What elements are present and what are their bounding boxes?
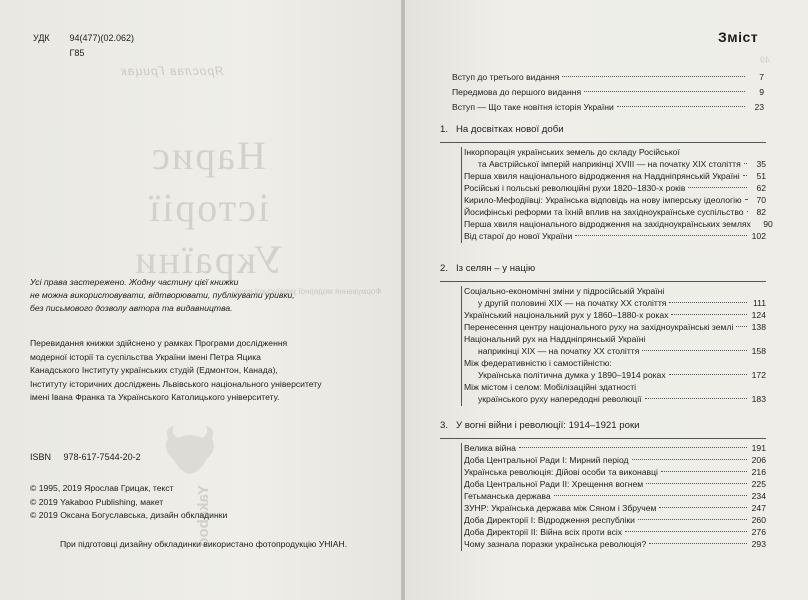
toc-entry xyxy=(464,358,766,370)
funding-line: Інституту історичних досліджень Львівського національного університету xyxy=(30,378,322,389)
toc-entry-page: 138 xyxy=(751,322,766,332)
toc-entry xyxy=(464,195,766,207)
toc-leader-dots xyxy=(669,302,747,303)
toc-entry-title: Інкорпорація українських земель до складу Російської xyxy=(464,147,680,157)
toc-leader-dots xyxy=(642,350,747,351)
toc-entry-title: Доба Директорії I: Відродження республіки xyxy=(464,515,635,525)
toc-entry-page: 62 xyxy=(756,183,766,193)
toc-entry xyxy=(464,231,766,243)
toc-entry-page: 276 xyxy=(751,527,766,537)
toc-entry xyxy=(464,159,766,171)
show-through-title-line1: Нарис історії xyxy=(146,133,270,230)
toc-entry-title: Між містом і селом: Мобілізаційні здатності xyxy=(464,382,637,392)
toc-leader-dots xyxy=(669,374,747,375)
toc-entry-page: 82 xyxy=(756,207,766,217)
toc-entry xyxy=(464,491,766,503)
toc-entry-page: 225 xyxy=(751,479,766,489)
isbn xyxy=(30,452,151,462)
toc-entry-page: 247 xyxy=(751,503,766,513)
toc-entry xyxy=(464,334,766,346)
copyright-line: © 1995, 2019 Ярослав Грицак, текст xyxy=(30,483,174,493)
toc-entry xyxy=(464,310,766,322)
toc-entry-title: Між федеративністю і самостійністю: xyxy=(464,358,612,368)
toc-entry-title: Вступ — Що таке новітня історія України xyxy=(452,102,614,112)
toc-leader-dots xyxy=(638,519,747,520)
isbn-value: 978-617-7544-20-2 xyxy=(63,452,141,462)
toc-entry-title: Від старої до нової України xyxy=(464,231,573,241)
toc-entry-page: 183 xyxy=(751,394,766,404)
toc-entry-title: Українська політична думка у 1890–1914 роках xyxy=(478,370,666,380)
toc-entry xyxy=(464,503,766,515)
toc-entry-title: Перша хвиля національного відродження на Наддніпрянській Україні xyxy=(464,171,740,181)
toc-leader-dots xyxy=(744,163,747,164)
toc-entry xyxy=(464,382,766,394)
bbk-label: Г85 xyxy=(69,48,85,58)
toc-entry xyxy=(464,443,766,455)
toc-leader-dots xyxy=(632,459,747,460)
toc-entry-page: 102 xyxy=(751,231,766,241)
toc-entry-title: Український національний рух у 1860–1880-х роках xyxy=(464,310,669,320)
toc-entry-title: Українська революція: Дійові особи та виконавці xyxy=(464,467,658,477)
chapter-heading xyxy=(440,420,766,435)
toc-entry-page: 260 xyxy=(751,515,766,525)
toc-entry-title: Кирило-Мефодіївці: Українська відповідь на нову імперську ідеологію xyxy=(464,195,742,205)
toc-leader-dots xyxy=(645,398,747,399)
toc-chapter-1 xyxy=(440,124,773,243)
toc-leader-dots xyxy=(584,91,745,92)
toc-entry xyxy=(464,298,766,310)
chapter-title: У вогні війни і революції: 1914–1921 роки xyxy=(456,420,640,431)
chapter-title: Із селян – у націю xyxy=(456,263,536,274)
chapter-entries xyxy=(461,286,766,406)
toc-entry-title: Велика війна xyxy=(464,443,516,453)
funding-line: Перевидання книжки здійснено у рамках Програми дослідження xyxy=(30,338,288,348)
funding-notice xyxy=(30,337,322,405)
left-page xyxy=(0,0,401,600)
chapter-entries xyxy=(461,147,773,243)
toc-leader-dots xyxy=(617,106,745,107)
toc-entry xyxy=(452,87,764,102)
toc-entry-title: Соціально-економічні зміни у підросійській Україні xyxy=(464,286,665,296)
toc-entry-page: 206 xyxy=(751,455,766,465)
toc-leader-dots xyxy=(743,175,747,176)
toc-entry-page: 111 xyxy=(752,298,766,308)
toc-entry-title: у другій половині XIX — на початку XX століття xyxy=(478,298,667,308)
chapter-rule xyxy=(440,438,766,439)
photo-credit: При підготовці дизайну обкладинки використано фотопродукцію УНІАН. xyxy=(60,539,348,549)
chapter-heading xyxy=(440,263,766,278)
toc-entry-title: та Австрійської імперій наприкінці XVIII — на початку XIX століття xyxy=(478,159,741,169)
chapter-rule xyxy=(440,142,766,143)
toc-entry-title: наприкінці XIX — на початку XX століття xyxy=(478,346,640,356)
toc-entry xyxy=(464,394,766,406)
toc-entry xyxy=(464,479,766,491)
toc-entry-page: 7 xyxy=(759,72,764,82)
toc-leader-dots xyxy=(649,543,747,544)
toc-entry xyxy=(464,515,766,527)
toc-entry xyxy=(464,219,773,231)
copyright-line: © 2019 Yakaboo Publishing, макет xyxy=(30,496,164,507)
show-through-publisher: Yakaboo xyxy=(195,485,212,547)
udk-block xyxy=(33,33,134,63)
show-through-author: Ярослав Грицак xyxy=(120,64,224,78)
chapter-heading xyxy=(440,124,766,139)
toc-entry-title: Перша хвиля національного відродження на західноукраїнських землях xyxy=(464,219,751,229)
toc-entry-title: Національний рух на Наддніпрянській Україні xyxy=(464,334,646,344)
chapter-number: 1. xyxy=(440,124,449,135)
toc-entry-title: Йосифінські реформи та їхній вплив на західноукраїнське суспільство xyxy=(464,207,744,217)
toc-entry xyxy=(464,147,766,159)
toc-entry-title: Доба Центральної Ради I: Мирний період xyxy=(464,455,629,465)
toc-leader-dots xyxy=(562,76,745,77)
show-through-title-line2: України xyxy=(133,237,283,282)
toc-leader-dots xyxy=(646,483,747,484)
toc-entry xyxy=(464,539,766,551)
funding-line: Канадського Інституту українських студій (Едмонтон, Канада), xyxy=(30,365,278,376)
toc-entry xyxy=(464,183,766,195)
toc-intro-list xyxy=(452,72,764,117)
funding-line: модерної історії та суспільства України імені Петра Яцика xyxy=(30,351,261,362)
toc-entry-page: 51 xyxy=(756,171,766,181)
chapter-rule xyxy=(440,281,766,282)
toc-entry-title: Доба Центральної Ради II: Хрещення вогнем xyxy=(464,479,644,489)
toc-chapter-3 xyxy=(440,420,766,551)
toc-entry xyxy=(464,370,766,382)
toc-entry-title: ЗУНР: Українська держава між Сяном і Збручем xyxy=(464,503,657,513)
toc-entry-title: Гетьманська держава xyxy=(464,491,551,501)
rights-notice xyxy=(30,276,295,315)
toc-entry-page: 216 xyxy=(751,467,766,477)
rights-line: без письмового дозволу автора та видавництва. xyxy=(30,303,233,313)
toc-entry xyxy=(464,322,766,334)
toc-entry xyxy=(464,527,766,539)
toc-entry-page: 234 xyxy=(751,491,766,501)
toc-entry-title: Чому зазнала поразки українська революція? xyxy=(464,539,647,549)
toc-entry-page: 23 xyxy=(754,102,764,112)
show-through-bison-logo-icon xyxy=(160,420,220,480)
chapter-title: На досвітках нової доби xyxy=(456,124,564,135)
toc-title: Зміст xyxy=(718,29,759,45)
toc-entry-page: 124 xyxy=(751,310,766,320)
toc-leader-dots xyxy=(661,471,747,472)
copyright-line: © 2019 Оксана Богуславська, дизайн обкладинки xyxy=(30,510,228,521)
toc-leader-dots xyxy=(659,507,747,508)
toc-entry-page: 35 xyxy=(756,159,766,169)
toc-entry-page: 9 xyxy=(759,87,764,97)
toc-entry xyxy=(464,346,766,358)
toc-entry-title: Російські і польські революційні рухи 1820–1830-х років xyxy=(464,183,686,193)
toc-leader-dots xyxy=(519,447,747,448)
toc-leader-dots xyxy=(554,495,747,496)
toc-entry xyxy=(464,467,766,479)
toc-entry xyxy=(452,102,764,117)
copyright-block xyxy=(30,482,227,523)
rights-line: не можна використовувати, відтворювати, публікувати уривки, xyxy=(30,290,295,300)
toc-chapter-2 xyxy=(440,263,766,406)
rights-line: Усі права застережено. Жодну частину цієї книжки xyxy=(30,277,239,287)
toc-entry-title: українського руху напередодні революції xyxy=(478,394,642,404)
funding-line: імені Івана Франка та Українського Католицького університету. xyxy=(30,392,280,403)
udk-value: 94(477)(02.062) xyxy=(69,33,135,43)
chapter-number: 2. xyxy=(440,263,449,274)
toc-entry-page: 90 xyxy=(763,219,773,229)
toc-entry xyxy=(452,72,764,87)
isbn-label: ISBN xyxy=(30,452,52,462)
show-through-page-number: 49 xyxy=(760,55,771,65)
toc-entry-title: Передмова до першого видання xyxy=(452,87,582,97)
toc-entry-page: 191 xyxy=(751,443,766,453)
toc-entry-title: Перенесення центру національного руху на західноукраїнські землі xyxy=(464,322,734,332)
chapter-number: 3. xyxy=(440,420,449,431)
show-through-title xyxy=(98,130,318,286)
toc-entry-page: 70 xyxy=(756,195,766,205)
toc-leader-dots xyxy=(671,314,747,315)
show-through-subtitle: Формування модерної української нації xyxy=(235,287,382,296)
udk-label: УДК xyxy=(33,33,50,43)
toc-entry xyxy=(464,286,766,298)
toc-entry xyxy=(464,455,766,467)
chapter-entries xyxy=(461,443,766,551)
toc-leader-dots xyxy=(745,199,747,200)
toc-leader-dots xyxy=(688,187,747,188)
toc-entry-page: 172 xyxy=(751,370,766,380)
toc-entry-page: 293 xyxy=(751,539,766,549)
toc-entry xyxy=(464,207,766,219)
toc-entry-title: Вступ до третього видання xyxy=(452,72,560,82)
toc-leader-dots xyxy=(575,235,747,236)
toc-leader-dots xyxy=(736,326,747,327)
toc-leader-dots xyxy=(625,531,747,532)
toc-entry-page: 158 xyxy=(751,346,766,356)
toc-entry xyxy=(464,171,766,183)
toc-entry-title: Доба Директорії II: Війна всіх проти всіх xyxy=(464,527,623,537)
